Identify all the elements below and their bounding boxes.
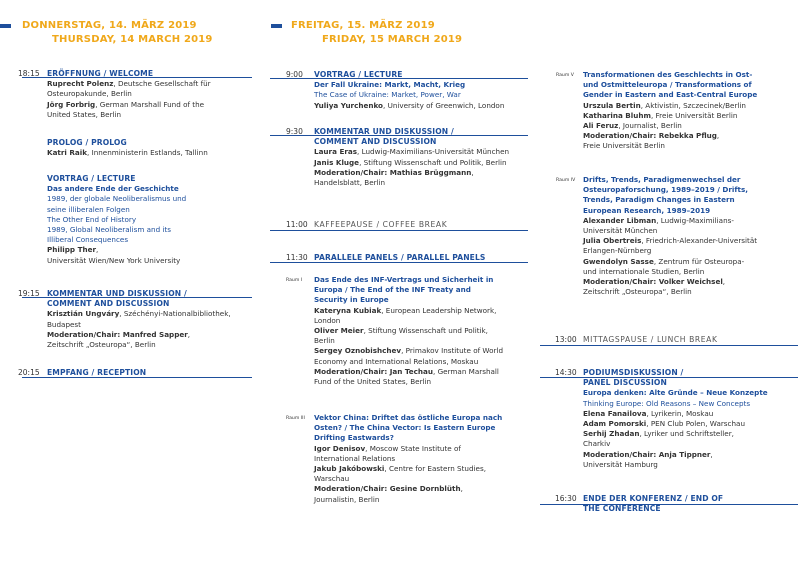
lecture-subtitle: 1989, der globale Neoliberalismus und <box>47 194 187 204</box>
lecture-block-day2 <box>314 70 504 111</box>
room1-line: Fund of the United States, Berlin <box>314 377 432 387</box>
comment-heading-de: KOMMENTAR UND DISKUSSION / <box>47 289 187 298</box>
room5-title: und Ostmitteleuropa / Transformations of <box>583 80 752 90</box>
lecture-subtitle-en: 1989, Global Neoliberalism and its <box>47 225 171 235</box>
room5-line: Ali Feruz, Journalist, Berlin <box>583 121 682 131</box>
panels-heading-en: PARALLEL PANELS <box>406 253 486 262</box>
room3-line: Jakub Jakóbowski, Centre for Eastern Studies, <box>314 464 486 474</box>
room4-line: und internationale Studien, Berlin <box>583 266 705 276</box>
time-1100: 11:00 <box>286 220 308 229</box>
time-1815: 18:15 <box>18 69 40 78</box>
room5-label: Raum V <box>556 73 574 78</box>
lecture-speaker: Philipp Ther, <box>47 245 99 255</box>
room4-line: Gwendolyn Sasse, Zentrum für Osteuropa- <box>583 256 745 266</box>
room4-line: Moderation/Chair: Volker Weichsel, <box>583 277 726 287</box>
room4-line: Alexander Libman, Ludwig-Maximilians- <box>583 215 734 225</box>
podium-block <box>583 368 768 470</box>
podium-line: Universität Hamburg <box>583 459 658 469</box>
day2-title-en: FRIDAY, 15 MARCH 2019 <box>322 34 463 45</box>
panels-heading <box>314 253 485 263</box>
room5-line: Urszula Bertin, Aktivistin, Szczecinek/Berlin <box>583 100 746 110</box>
lecture-block <box>47 174 186 266</box>
room5-block <box>583 70 757 152</box>
comment-line: Budapest <box>47 319 82 329</box>
room1-line: London <box>314 315 341 325</box>
room5-line: Katharina Bluhm, Freie Universität Berlin <box>583 110 738 120</box>
room1-line: Sergey Oznobishchev, Primakov Institute of World <box>314 346 504 356</box>
time-1630: 16:30 <box>555 494 577 503</box>
room4-title: European Research, 1989–2019 <box>583 205 711 215</box>
room3-line: Journalistin, Berlin <box>314 494 380 504</box>
podium-heading-en: PANEL DISCUSSION <box>583 378 667 388</box>
coffee-break-label: KAFFEEPAUSE / COFFEE BREAK <box>314 220 448 229</box>
comment-block-day2 <box>314 127 509 188</box>
day2-marker <box>271 24 282 28</box>
room3-line: Igor Denisov, Moscow State Institute of <box>314 443 461 453</box>
room5-line: Moderation/Chair: Rebekka Pflug, <box>583 131 720 141</box>
lunch-break-label: MITTAGSPAUSE / LUNCH BREAK <box>583 335 718 344</box>
panels-heading-de: PARALLELE PANELS / <box>314 253 407 262</box>
room3-title: Osten? / The China Vector: Is Eastern Europe <box>314 423 496 433</box>
room1-label: Raum I <box>286 278 303 283</box>
comment-line: Krisztián Ungváry, Széchényi-Nationalbibliothek, <box>47 309 231 319</box>
podium-line: Elena Fanailova, Lyrikerin, Moskau <box>583 408 714 418</box>
podium-line: Adam Pomorski, PEN Club Polen, Warschau <box>583 419 746 429</box>
room1-line: Oliver Meier, Stiftung Wissenschaft und Politik, <box>314 326 488 336</box>
comment-heading-en: COMMENT AND DISCUSSION <box>47 299 170 309</box>
comment-line: Moderation/Chair: Manfred Sapper, <box>47 329 191 339</box>
room3-line: Warschau <box>314 474 350 484</box>
day1-title-en: THURSDAY, 14 MARCH 2019 <box>52 34 213 45</box>
time-1300: 13:00 <box>555 335 577 344</box>
comment2-line: Janis Kluge, Stiftung Wissenschaft und Politik, Berlin <box>314 157 507 167</box>
room4-line: Universität München <box>583 226 658 236</box>
room1-title: Security in Europe <box>314 295 389 305</box>
comment2-line: Handelsblatt, Berlin <box>314 178 386 188</box>
room4-line: Zeitschrift „Osteuropa“, Berlin <box>583 287 692 297</box>
time-1430: 14:30 <box>555 368 577 377</box>
time-1130: 11:30 <box>286 253 308 262</box>
time-1915: 19:15 <box>18 289 40 298</box>
room4-label: Raum IV <box>556 178 576 183</box>
room4-title: Drifts, Trends, Paradigmenwechsel der <box>583 175 741 184</box>
room1-title: Europa / The End of the INF Treaty and <box>314 285 471 295</box>
lecture-title-en: The Other End of History <box>47 214 137 224</box>
lecture2-heading: VORTRAG / LECTURE <box>314 70 403 79</box>
room1-line: Berlin <box>314 336 335 346</box>
welcome-block <box>47 69 211 120</box>
welcome-line: Jörg Forbrig, German Marshall Fund of the <box>47 99 205 109</box>
podium-line: Charkiv <box>583 439 611 449</box>
welcome-heading: ERÖFFNUNG / WELCOME <box>47 69 154 78</box>
room5-title: Transformationen des Geschlechts in Ost- <box>583 70 753 79</box>
time-0900: 9:00 <box>286 70 303 79</box>
room1-line: Economy and International Relations, Moskau <box>314 356 479 366</box>
comment-line: Zeitschrift „Osteuropa“, Berlin <box>47 340 156 350</box>
welcome-line: Osteuropakunde, Berlin <box>47 89 132 99</box>
reception-block <box>47 368 146 378</box>
lecture-heading: VORTRAG / LECTURE <box>47 174 136 183</box>
podium-title: Europa denken: Alte Gründe – Neue Konzepte <box>583 388 768 398</box>
room3-title: Drifting Eastwards? <box>314 433 394 443</box>
lecture-subtitle-en: Illiberal Consequences <box>47 235 129 245</box>
comment2-heading-de: KOMMENTAR UND DISKUSSION / <box>314 127 454 136</box>
end-heading: ENDE DER KONFERENZ / END OF <box>583 494 724 503</box>
prolog-line: Katri Raik, Innenministerin Estlands, Tallinn <box>47 148 208 158</box>
lecture-title: Das andere Ende der Geschichte <box>47 184 179 194</box>
room5-line: Freie Universität Berlin <box>583 141 665 151</box>
end-heading-en: THE CONFERENCE <box>583 504 661 514</box>
room4-line: Erlangen-Nürnberg <box>583 246 652 256</box>
podium-title-en: Thinking Europe: Old Reasons – New Concepts <box>583 398 751 408</box>
podium-heading-de: PODIUMSDISKUSSION / <box>583 368 684 377</box>
lecture-affiliation: Universität Wien/New York University <box>47 255 181 265</box>
comment2-heading-en: COMMENT AND DISCUSSION <box>314 137 437 147</box>
lecture2-title: Der Fall Ukraine: Markt, Macht, Krieg <box>314 80 466 90</box>
lecture-subtitle: seine illiberalen Folgen <box>47 204 130 214</box>
time-0930: 9:30 <box>286 127 303 136</box>
welcome-line: United States, Berlin <box>47 109 122 119</box>
room4-title: Osteuropaforschung, 1989–2019 / Drifts, <box>583 185 748 195</box>
room4-block <box>583 175 757 297</box>
comment-block-day1 <box>47 289 231 350</box>
lecture2-title-en: The Case of Ukraine: Market, Power, War <box>314 90 461 100</box>
room1-title: Das Ende des INF-Vertrags und Sicherheit in <box>314 275 494 284</box>
room3-line: International Relations <box>314 453 396 463</box>
lecture2-speaker: Yuliya Yurchenko, University of Greenwich, London <box>314 100 505 110</box>
time-2015: 20:15 <box>18 368 40 377</box>
comment2-line: Moderation/Chair: Mathias Brüggmann, <box>314 167 474 177</box>
day2-title-de: FREITAG, 15. MÄRZ 2019 <box>291 20 435 31</box>
room3-title: Vektor China: Driftet das östliche Europa nach <box>314 413 503 422</box>
room4-line: Julia Obertreis, Friedrich-Alexander-Universität <box>583 236 758 246</box>
room1-line: Moderation/Chair: Jan Techau, German Marshall <box>314 366 499 376</box>
room1-line: Kateryna Kubiak, European Leadership Network, <box>314 305 497 315</box>
prolog-heading: PROLOG / PROLOG <box>47 138 127 147</box>
reception-heading: EMPFANG / RECEPTION <box>47 368 147 377</box>
room3-line: Moderation/Chair: Gesine Dornblüth, <box>314 484 463 494</box>
comment2-line: Laura Eras, Ludwig-Maximilians-Universität München <box>314 147 510 157</box>
room3-label: Raum III <box>286 416 305 421</box>
room1-block <box>314 275 503 387</box>
room5-title: Gender in Eastern and East-Central Europe <box>583 90 758 100</box>
day1-title-de: DONNERSTAG, 14. MÄRZ 2019 <box>22 20 197 31</box>
podium-line: Serhij Zhadan, Lyriker und Schriftsteller, <box>583 429 734 439</box>
prolog-block <box>47 138 208 158</box>
welcome-line: Ruprecht Polenz, Deutsche Gesellschaft für <box>47 79 211 89</box>
day1-marker <box>0 24 11 28</box>
room4-title: Trends, Paradigm Changes in Eastern <box>583 195 735 205</box>
end-block <box>583 494 723 514</box>
room3-block <box>314 413 502 505</box>
podium-line: Moderation/Chair: Anja Tippner, <box>583 449 713 459</box>
